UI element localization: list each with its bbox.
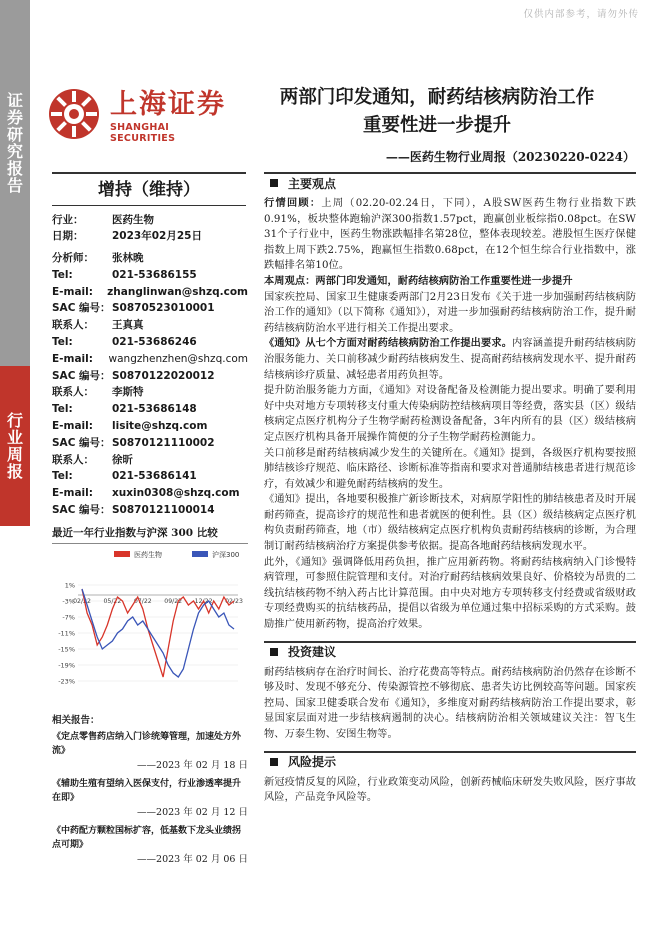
logo-text-cn: 上海证券 — [110, 89, 226, 120]
para-seven-aspects: 《通知》从七个方面对耐药结核病防治工作提出要求。内容涵盖提升耐药结核病防治服务能力、关口前移减少耐药结核病发生、提高耐药结核病发现水平、提升耐药结核病诊疗质量、减轻患者用药负担等。 — [264, 338, 636, 381]
analyst-value: 021-53686155 — [112, 268, 197, 281]
para-prevention: 关口前移是耐药结核病减少发生的关键所在。《通知》提到，各级医疗机构要按照肺结核诊疗规范、临床路径、诊断标准等指南和要求对普通肺结核患者进行规范诊疗，有效减少和避免耐药结核病的发生。 — [264, 447, 636, 490]
y-tick-label: -7% — [62, 613, 75, 622]
x-tick-label: 07/22 — [133, 598, 152, 605]
section-heading-main-view: 主要观点 — [264, 172, 636, 192]
related-report-date: ——2023 年 02 月 12 日 — [137, 807, 248, 818]
para-weekly-view-lead: 本周观点：两部门印发通知，耐药结核病防治工作重要性进一步提升 — [264, 275, 573, 287]
legend-swatch — [114, 551, 130, 557]
analyst-value: 021-53686246 — [112, 335, 197, 348]
para-market-review: 行情回顾：上周（02.20-02.24日，下同），A股SW医药生物行业指数下跌0.91%，板块整体跑输沪深300指数1.57pct，跑赢创业板综指0.08pct。在SW 31个子行业中，医药生物涨跌幅排名第28位，整体表现较差。港股恒生医疗保健指数上周下跌2.75%，跑赢恒生指数0.68pct，在12个恒生综合行业指数中，涨跌幅排名第10位。 — [264, 198, 636, 272]
related-report-title[interactable]: 《定点零售药店纳入门诊统筹管理，加速处方外流》 — [52, 732, 242, 756]
para-invest: 耐药结核病存在治疗时间长、治疗花费高等特点。耐药结核病防治仍然存在诊断不够及时、发现不够充分、传染源管控不够彻底、患者失访比例较高等问题。国家疾控局、国家卫健委联合发布《通知》，多维度对耐药结核病防治工作提出要求，彰显国家层面对进一步结核病遏制的决心。结核病防治相关领域建议关注：智飞生物、万泰生物、安图生物等。 — [264, 666, 636, 740]
analyst-row: E-mail: wangzhenzhen@shzq.com — [52, 351, 248, 368]
section-square-icon — [270, 648, 278, 656]
analyst-value: 徐昕 — [112, 453, 133, 466]
x-tick-label: 02/22 — [73, 598, 91, 605]
y-tick-label: -3% — [62, 597, 75, 606]
logo-mark-icon — [48, 88, 100, 140]
section-square-icon — [270, 758, 278, 766]
analyst-row: E-mail: xuxin0308@shzq.com — [52, 485, 248, 502]
analyst-row: Tel: 021-53686148 — [52, 401, 248, 418]
rating-badge: 增持（维持） — [52, 172, 246, 206]
related-report-date: ——2023 年 02 月 06 日 — [137, 854, 248, 865]
email-link[interactable]: zhanglinwan@shzq.com — [107, 285, 248, 298]
index-comparison-chart — [52, 525, 248, 691]
email-link[interactable]: xuxin0308@shzq.com — [112, 487, 240, 500]
analyst-row: 联系人： 徐昕 — [52, 452, 248, 469]
para-screening: 《通知》提出，各地要积极推广新诊断技术，对病原学阳性的肺结核患者及时开展耐药筛查，提高诊疗的规范性和患者就医的便利性。县（区）级结核病定点医疗机构负责耐药筛查，地（市）级结核病定点医疗机构负责耐药结核病的诊断，为合理制订耐药结核病治疗方案提供参考依据。提高各地耐药结核病发现水平。 — [264, 494, 636, 553]
analyst-value: 张林晚 — [112, 252, 144, 264]
y-tick-label: -23% — [58, 677, 75, 686]
watermark-text: 仅供内部参考，请勿外传 — [523, 9, 639, 20]
analyst-row: 联系人： 李斯特 — [52, 384, 248, 401]
email-link[interactable]: lisite@shzq.com — [112, 419, 208, 432]
x-tick-label: 05/22 — [103, 598, 122, 605]
x-tick-label: 09/22 — [164, 598, 183, 605]
analyst-value: S0870121110002 — [112, 436, 215, 449]
analyst-contacts — [52, 250, 248, 519]
analyst-row: SAC 编号： S0870523010001 — [52, 300, 248, 317]
y-tick-label: 1% — [64, 581, 75, 590]
analyst-value: 李斯特 — [112, 386, 144, 399]
legend-label: 医药生物 — [134, 551, 162, 559]
report-title-line1: 两部门印发通知，耐药结核病防治工作 — [279, 87, 595, 108]
report-title-line2: 重要性进一步提升 — [362, 115, 511, 136]
email-link[interactable]: wangzhenzhen@shzq.com — [108, 352, 248, 365]
analyst-row: SAC 编号： S0870122020012 — [52, 368, 248, 385]
chart-plot — [52, 547, 248, 691]
analyst-row: 联系人： 王真真 — [52, 317, 248, 334]
x-tick-label: 12/22 — [194, 598, 213, 605]
analyst-value: 021-53686141 — [112, 470, 197, 483]
analyst-row: Tel: 021-53686141 — [52, 468, 248, 485]
meta-industry: 行业： 医药生物 — [52, 214, 154, 226]
y-tick-label: -15% — [58, 645, 75, 654]
analyst-value: 021-53686148 — [112, 403, 197, 416]
para-drug-burden: 此外，《通知》强调降低用药负担，推广应用新药物。将耐药结核病纳入门诊慢特病管理，可参照住院管理和支付。对治疗耐药结核病效果良好、价格较为昂贵的二线抗结核药物不纳入药占比计算范围。由中央对地方专项转移支付经费或省级财政专项经费购买的抗结核药品，提倡以省级为单位通过集中招标采购的方式采购。鼓励推广使用新药物，提高治疗效果。 — [264, 556, 636, 631]
related-report-title[interactable]: 《辅助生殖有望纳入医保支付，行业渗透率提升在即》 — [52, 779, 242, 803]
meta-date: 日期： 2023年02月25日 — [52, 230, 202, 242]
para-weekly-view: 国家疾控局、国家卫生健康委两部门2月23日发布《关于进一步加强耐药结核病防治工作的通知》（以下简称《通知》），对进一步加强耐药结核病防治工作，提升耐药结核病防治水平进行相关工作提出要求。 — [264, 291, 636, 334]
related-report-title[interactable]: 《中药配方颗粒国标扩容，低基数下龙头业绩拐点可期》 — [52, 826, 242, 850]
related-report-date: ——2023 年 02 月 18 日 — [137, 760, 248, 771]
analyst-row: Tel: 021-53686155 — [52, 267, 248, 284]
section-square-icon — [270, 179, 278, 187]
analyst-row: E-mail: lisite@shzq.com — [52, 418, 248, 435]
report-title — [238, 84, 636, 140]
side-strip — [0, 0, 30, 935]
analyst-value: S0870523010001 — [112, 302, 215, 315]
analyst-row: SAC 编号： S0870121110002 — [52, 435, 248, 452]
company-logo — [48, 88, 230, 144]
report-subtitle: ——医药生物行业周报（20230220-0224） — [385, 150, 635, 164]
analyst-row: 分析师： 张林晚 — [52, 250, 248, 267]
analyst-value: 王真真 — [112, 319, 144, 332]
para-service-capacity: 提升防治服务能力方面，《通知》对设备配备及检测能力提出要求。明确了要利用好中央对地方专项转移支付重大传染病防控结核病项目等经费，落实县（区）级结核病定点医疗机构分子生物学耐药检测设备配备，3年内所有的县（区）级结核病定点医疗机构具备开展操作简便的分子生物学耐药检测能力。 — [264, 385, 636, 443]
related-reports-list — [52, 730, 248, 868]
section-heading-risk: 风险提示 — [264, 751, 636, 771]
analyst-value: S0870122020012 — [112, 369, 215, 382]
logo-text-en: SHANGHAI SECURITIES — [110, 122, 176, 144]
chart-title: 最近一年行业指数与沪深 300 比较 — [52, 525, 248, 544]
left-info-column — [52, 172, 248, 519]
main-content — [264, 172, 636, 806]
analyst-value: S0870121100014 — [112, 503, 215, 516]
section-heading-invest: 投资建议 — [264, 641, 636, 661]
analyst-row: SAC 编号： S0870121100014 — [52, 502, 248, 519]
x-tick-label: 02/23 — [225, 598, 243, 605]
para-risk: 新冠疫情反复的风险，行业政策变动风险，创新药械临床研发失败风险，医疗事故风险，产品竞争风险等。 — [264, 776, 636, 804]
analyst-row: E-mail: zhanglinwan@shzq.com — [52, 284, 248, 301]
side-label-weekly: 行 业 周 报 — [6, 411, 23, 481]
y-tick-label: -19% — [58, 661, 75, 670]
related-reports — [52, 712, 248, 871]
analyst-row: Tel: 021-53686246 — [52, 334, 248, 351]
side-label-research-report: 证 券 研 究 报 告 — [6, 91, 23, 195]
legend-label: 沪深300 — [212, 551, 240, 559]
related-reports-title: 相关报告： — [52, 715, 100, 726]
legend-swatch — [192, 551, 208, 557]
y-tick-label: -11% — [58, 629, 75, 638]
